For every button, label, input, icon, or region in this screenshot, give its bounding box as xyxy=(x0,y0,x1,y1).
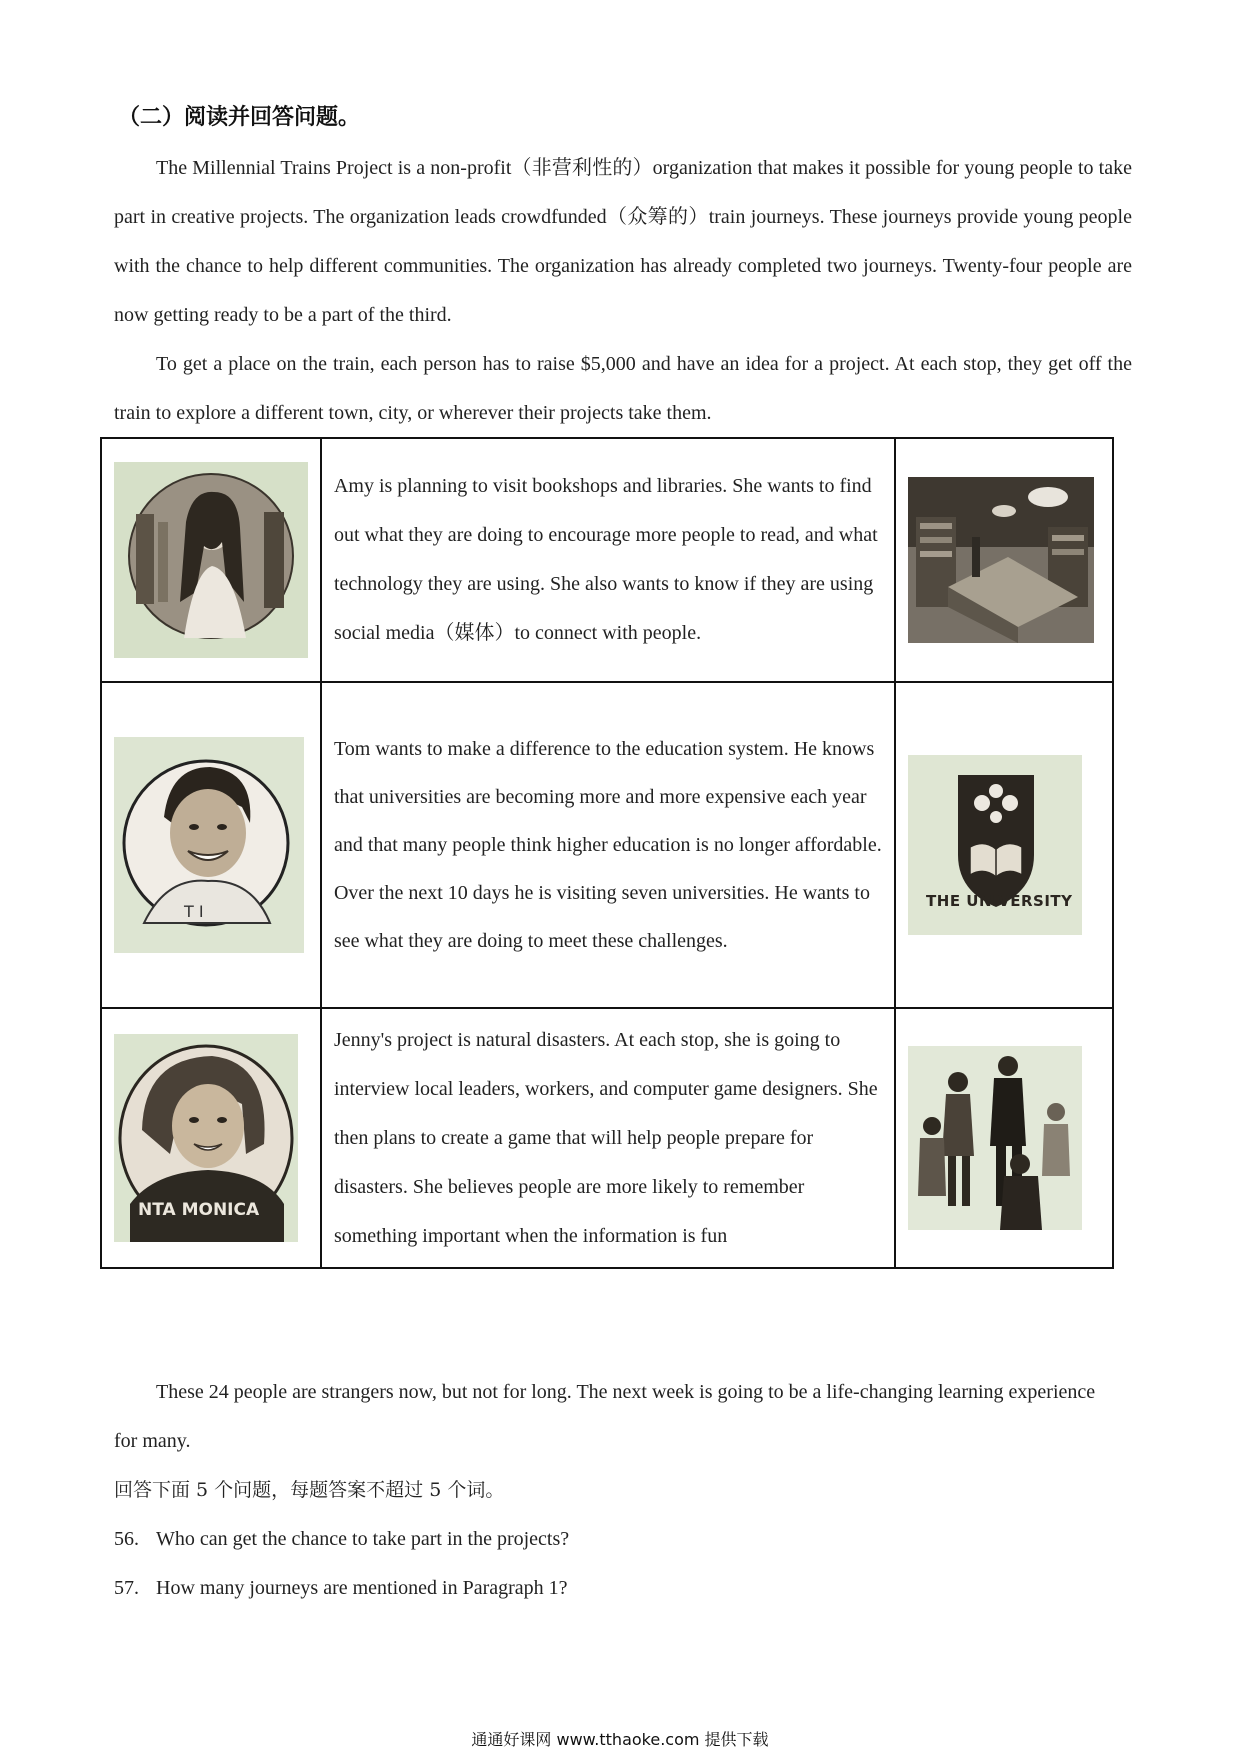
question-number: 56. xyxy=(114,1528,139,1550)
people-meeting-image xyxy=(908,1046,1112,1230)
library-image xyxy=(908,477,1112,643)
jenny-image-cell xyxy=(895,1008,1113,1268)
table-row-amy xyxy=(101,438,1113,682)
jenny-photo-cell xyxy=(101,1008,321,1268)
tom-image-cell xyxy=(895,682,1113,1008)
svg-text:T I: T I xyxy=(184,902,204,921)
paragraph-2 xyxy=(114,340,1132,438)
university-image xyxy=(908,755,1112,935)
paragraph-3-text: These 24 people are strangers now, but not for long. The next week is going to be a life-changing learning experience for many. xyxy=(114,1381,1096,1452)
amy-description: Amy is planning to visit bookshops and libraries. She wants to find out what they are doing to encourage more people to read, and what technology they are using. She also wants to know if they are using social media（媒体）to connect with people. xyxy=(333,475,878,644)
university-caption: THE UNIVERSITY xyxy=(926,892,1073,910)
table-row-jenny xyxy=(101,1008,1113,1268)
tom-photo-cell xyxy=(101,682,321,1008)
question-text: Who can get the chance to take part in the projects? xyxy=(156,1528,570,1550)
amy-photo-cell xyxy=(101,438,321,682)
jenny-shirt-text: NTA MONICA xyxy=(138,1200,260,1220)
jenny-text-cell xyxy=(321,1008,895,1268)
footer-credit: 通通好课网 www.tthaoke.com 提供下载 xyxy=(471,1730,769,1749)
question-57 xyxy=(114,1564,568,1613)
instruction-text: 回答下面 5 个问题，每题答案不超过 5 个词。 xyxy=(114,1479,505,1501)
tom-description: Tom wants to make a difference to the education system. He knows that universities are becoming more and more expensive each year and that many people think higher education is no longer affordable. Over the next 10 days he is visiting seven universities. He wants to see what they are doing to meet these challenges. xyxy=(333,738,882,952)
section-title: （二）阅读并回答问题。 xyxy=(118,105,361,130)
paragraph-1 xyxy=(114,144,1132,340)
amy-text-cell xyxy=(321,438,895,682)
tom-photo xyxy=(114,737,304,953)
question-56 xyxy=(114,1515,569,1564)
jenny-photo xyxy=(114,1034,298,1242)
project-table xyxy=(100,437,1114,1269)
question-number: 57. xyxy=(114,1577,139,1599)
table-row-tom xyxy=(101,682,1113,1008)
amy-image-cell xyxy=(895,438,1113,682)
paragraph-2-text: To get a place on the train, each person has to raise $5,000 and have an idea for a project. At each stop, they get off the train to explore a different town, city, or wherever their projects take them. xyxy=(114,353,1132,424)
jenny-description: Jenny's project is natural disasters. At each stop, she is going to interview local leaders, workers, and computer game designers. She then plans to create a game that will help people prepare for disasters. She believes people are more likely to remember something important when the information is fun xyxy=(333,1028,878,1247)
question-text: How many journeys are mentioned in Paragraph 1? xyxy=(156,1577,568,1599)
tom-text-cell xyxy=(321,682,895,1008)
paragraph-1-text: The Millennial Trains Project is a non-profit（非营利性的）organization that makes it possible for young people to take part in creative projects. The organization leads crowdfunded（众筹的）train journeys. These journeys provide young people with the chance to help different communities. The organization has already completed two journeys. Twenty-four people are now getting ready to be a part of the third. xyxy=(114,157,1132,326)
paragraph-3 xyxy=(114,1368,1114,1466)
amy-photo xyxy=(114,462,308,658)
